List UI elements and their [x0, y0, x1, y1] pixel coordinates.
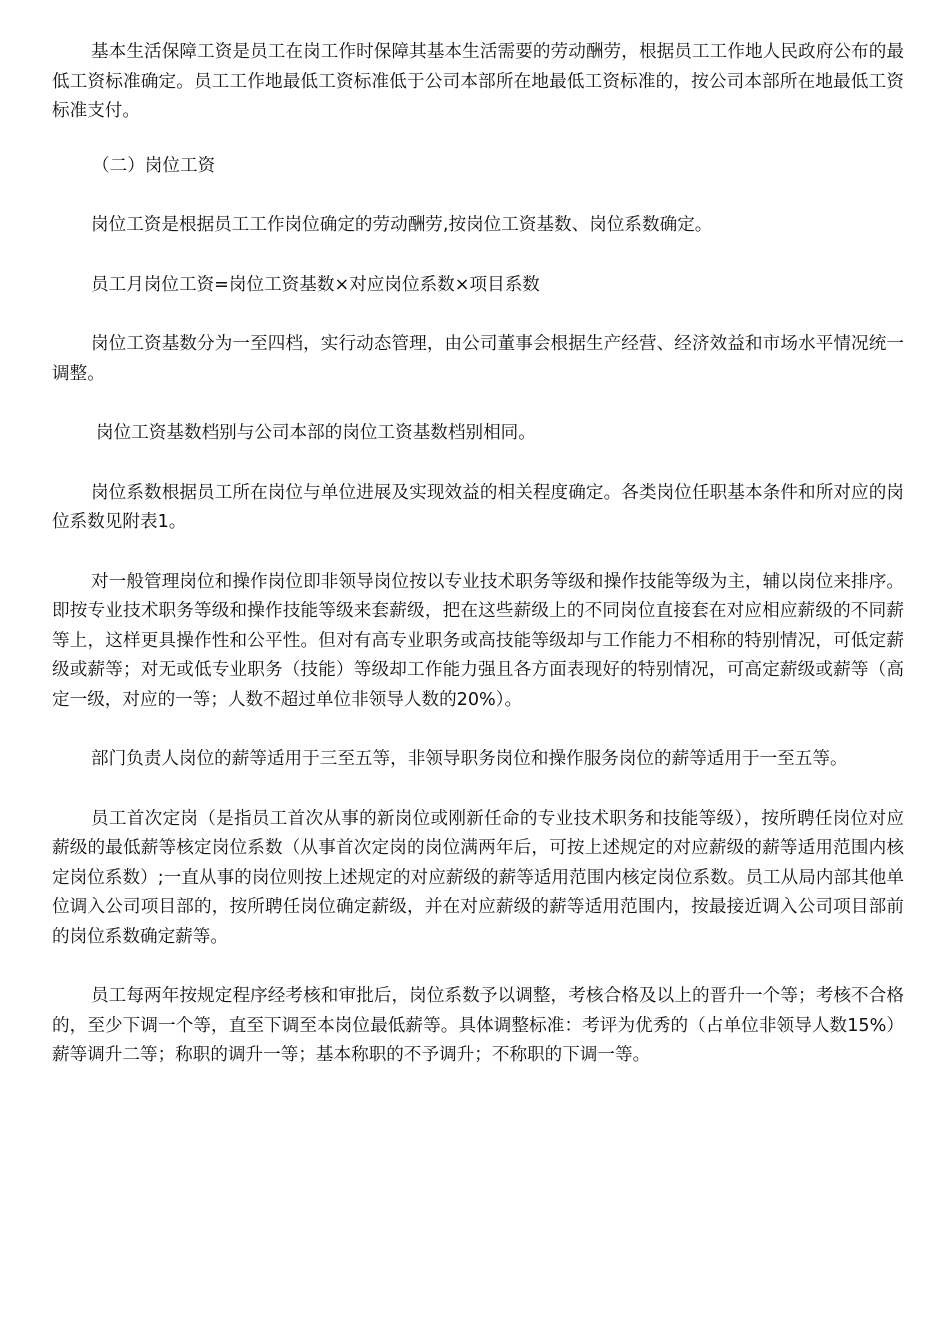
- paragraph-department-head-grades: 部门负责人岗位的薪等适用于三至五等，非领导职务岗位和操作服务岗位的薪等适用于一至五等。: [91, 749, 848, 769]
- paragraph-non-leader-ranking: 对一般管理岗位和操作岗位即非领导岗位按以专业技术职务等级和操作技能等级为主，辅以岗位来排序。即按专业技术职务等级和操作技能等级来套薪级，把在这些薪级上的不同岗位直接套在对应相应薪级的不同薪等上，这样更具操作性和公平性。但对有高专业职务或高技能等级却与工作能力不相称的特别情况，可低定薪级或薪等；对无或低专业职务（技能）等级却工作能力强且各方面表现好的特别情况，可高定薪级或薪等（高定一级，对应的一等；人数不超过单位非领导人数的20%）。: [52, 571, 904, 710]
- paragraph-base-levels-same: 岗位工资基数档别与公司本部的岗位工资基数档别相同。: [96, 423, 536, 443]
- paragraph-biennial-adjustment: 员工每两年按规定程序经考核和审批后，岗位系数予以调整，考核合格及以上的晋升一个等；考核不合格的，至少下调一个等，直至下调至本岗位最低薪等。具体调整标准：考评为优秀的（占单位非领导人数15%）薪等调升二等；称职的调升一等；基本称职的不予调升；不称职的下调一等。: [52, 986, 904, 1065]
- paragraph-position-coefficient: 岗位系数根据员工所在岗位与单位进展及实现效益的相关程度确定。各类岗位任职基本条件和所对应的岗位系数见附表1。: [52, 482, 904, 532]
- document-body: [52, 38, 904, 1071]
- paragraph-position-wage-definition: 岗位工资是根据员工工作岗位确定的劳动酬劳,按岗位工资基数、岗位系数确定。: [91, 215, 713, 235]
- paragraph-first-placement: 员工首次定岗（是指员工首次从事的新岗位或刚新任命的专业技术职务和技能等级），按所聘任岗位对应薪级的最低薪等核定岗位系数（从事首次定岗的岗位满两年后，可按上述规定的对应薪级的薪等适用范围内核定岗位系数）;一直从事的岗位则按上述规定的对应薪级的薪等适用范围内核定岗位系数。员工从局内部其他单位调入公司项目部的，按所聘任岗位确定薪级，并在对应薪级的薪等适用范围内，按最接近调入公司项目部前的岗位系数确定薪等。: [52, 808, 904, 947]
- paragraph-position-wage-formula: 员工月岗位工资=岗位工资基数×对应岗位系数×项目系数: [91, 274, 540, 295]
- paragraph-basic-wage: 基本生活保障工资是员工在岗工作时保障其基本生活需要的劳动酬劳，根据员工工作地人民政府公布的最低工资标准确定。员工工作地最低工资标准低于公司本部所在地最低工资标准的，按公司本部所在地最低工资标准支付。: [52, 42, 904, 121]
- paragraph-base-levels: 岗位工资基数分为一至四档，实行动态管理，由公司董事会根据生产经营、经济效益和市场水平情况统一调整。: [52, 334, 904, 384]
- section-heading-position-wage: （二）岗位工资: [92, 155, 216, 176]
